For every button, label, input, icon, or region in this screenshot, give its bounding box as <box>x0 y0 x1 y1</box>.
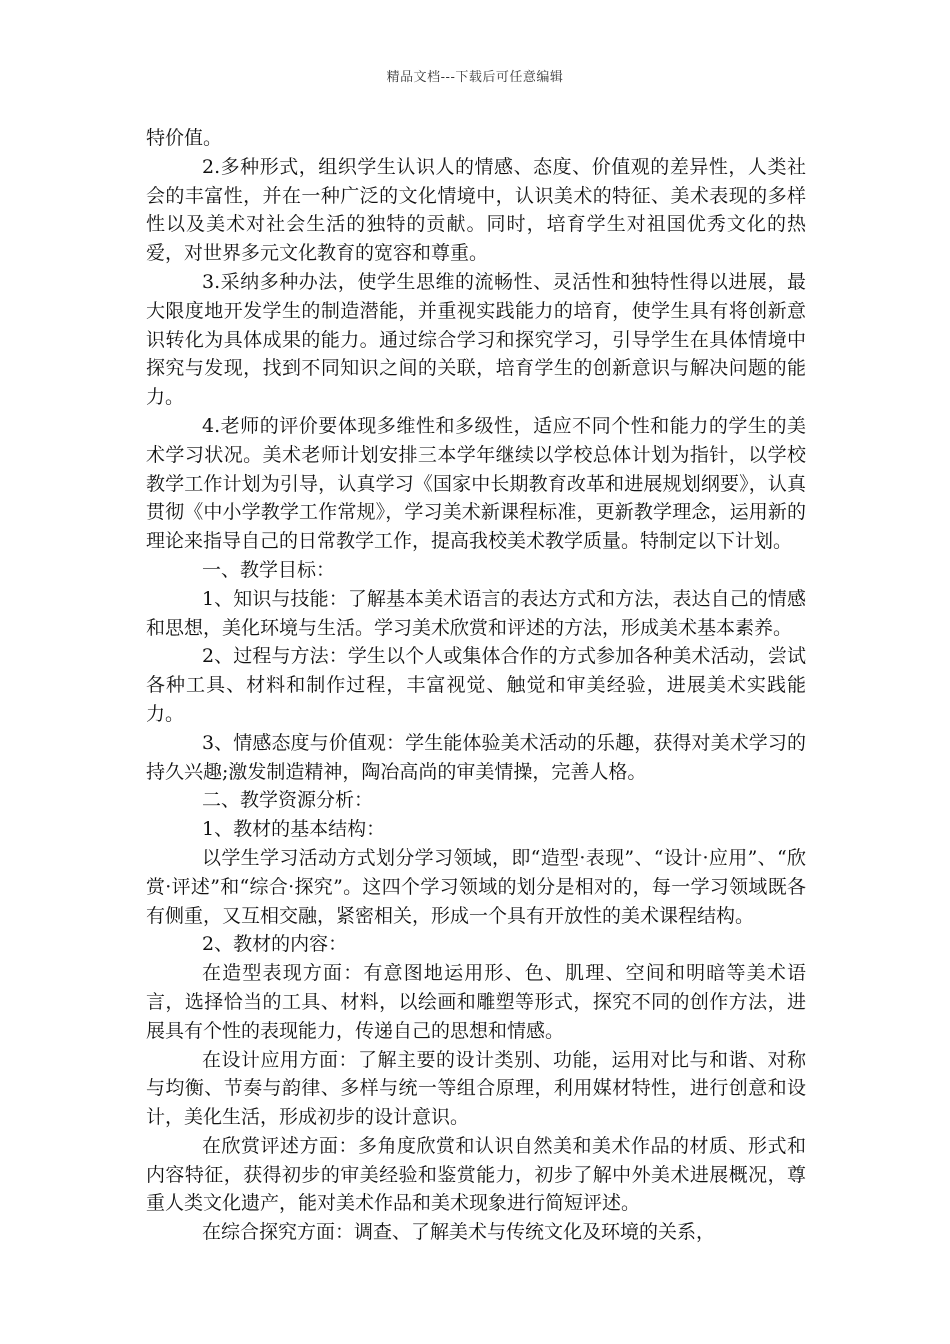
subsection-heading: 2、教材的内容： <box>202 933 348 956</box>
paragraph: 在综合探究方面：调查、了解美术与传统文化及环境的关系， <box>202 1221 716 1244</box>
section-heading: 一、教学目标： <box>202 558 336 581</box>
section-heading: 二、教学资源分析： <box>202 789 374 812</box>
paragraph: 在设计应用方面：了解主要的设计类别、功能，运用对比与和谐、对称与均衡、节奏与韵律、多样与统一等组合原理，利用媒材特性，进行创意和设计，美化生活，形成初步的设计意识。 <box>146 1048 806 1129</box>
paragraph: 2、过程与方法：学生以个人或集体合作的方式参加各种美术活动，尝试各种工具、材料和制作过程，丰富视觉、触觉和审美经验，进展美术实践能力。 <box>146 645 806 725</box>
document-body <box>146 124 806 1247</box>
paragraph: 特价值。 <box>146 127 223 149</box>
paragraph: 以学生学习活动方式划分学习领域，即“造型·表现”、“设计·应用”、“欣赏·评述”和“综合·探究”。这四个学习领域的划分是相对的，每一学习领域既各有侧重，又互相交融，紧密相关，形成一个具有开放性的美术课程结构。 <box>146 846 806 927</box>
paragraph: 3、情感态度与价值观：学生能体验美术活动的乐趣，获得对美术学习的持久兴趣;激发制造精神，陶冶高尚的审美情操，完善人格。 <box>146 731 806 783</box>
paragraph: 1、知识与技能：了解基本美术语言的表达方式和方法，表达自己的情感和思想，美化环境与生活。学习美术欣赏和评述的方法，形成美术基本素养。 <box>146 587 806 639</box>
subsection-heading: 1、教材的基本结构： <box>202 818 386 841</box>
paragraph: 3.采纳多种办法，使学生思维的流畅性、灵活性和独特性得以进展，最大限度地开发学生的制造潜能，并重视实践能力的培育，使学生具有将创新意识转化为具体成果的能力。通过综合学习和探究学习，引导学生在具体情境中探究与发现，找到不同知识之间的关联，培育学生的创新意识与解决问题的能力。 <box>146 270 806 409</box>
paragraph: 在造型表现方面：有意图地运用形、色、肌理、空间和明暗等美术语言，选择恰当的工具、材料，以绘画和雕塑等形式，探究不同的创作方法，进展具有个性的表现能力，传递自己的思想和情感。 <box>146 962 806 1042</box>
paragraph: 在欣赏评述方面：多角度欣赏和认识自然美和美术作品的材质、形式和内容特征，获得初步的审美经验和鉴赏能力，初步了解中外美术进展概况，尊重人类文化遗产，能对美术作品和美术现象进行简短评述。 <box>146 1134 806 1215</box>
paragraph: 4.老师的评价要体现多维性和多级性，适应不同个性和能力的学生的美术学习状况。美术老师计划安排三本学年继续以学校总体计划为指针，以学校教学工作计划为引导，认真学习《国家中长期教育改革和进展规划纲要》，认真贯彻《中小学教学工作常规》，学习美术新课程标准，更新教学理念，运用新的理论来指导自己的日常教学工作，提高我校美术教学质量。特制定以下计划。 <box>146 414 806 553</box>
paragraph: 2.多种形式，组织学生认识人的情感、态度、价值观的差异性，人类社会的丰富性，并在一种广泛的文化情境中，认识美术的特征、美术表现的多样性以及美术对社会生活的独特的贡献。同时，培育学生对祖国优秀文化的热爱，对世界多元文化教育的宽容和尊重。 <box>146 155 806 265</box>
page-header: 精品文档---下载后可任意编辑 <box>386 70 564 85</box>
